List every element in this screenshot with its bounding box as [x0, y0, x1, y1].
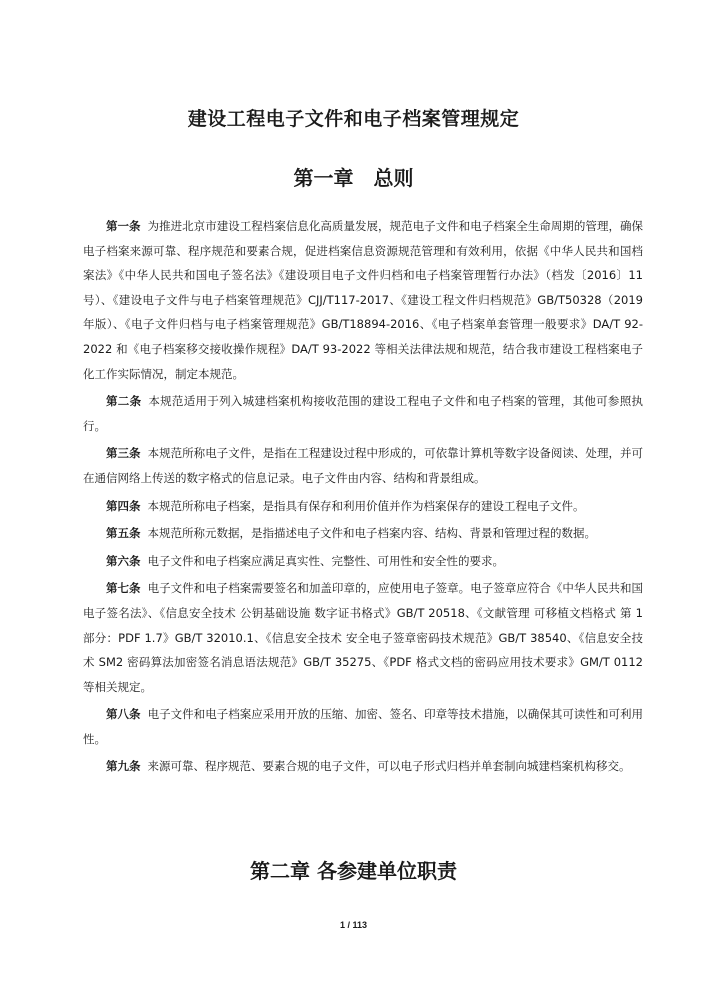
article-8: [83, 702, 643, 751]
article-number: 第六条: [106, 553, 141, 568]
article-2: [83, 389, 643, 438]
article-text: 来源可靠、程序规范、要素合规的电子文件，可以电子形式归档并单套制向城建档案机构移交。: [147, 759, 631, 774]
chapter-2-title: 第二章 各参建单位职责: [250, 859, 457, 883]
article-number: 第二条: [106, 394, 142, 409]
article-text: 本规范所称元数据，是指描述电子文件和电子档案内容、结构、背景和管理过程的数据。: [147, 526, 596, 541]
article-text: 本规范所称电子文件，是指在工程建设过程中形成的，可依靠计算机等数字设备阅读、处理，并可在通信网络上传送的数字格式的信息记录。电子文件由内容、结构和背景组成。: [83, 446, 644, 485]
document-title: 建设工程电子文件和电子档案管理规定: [187, 108, 520, 130]
article-9: [83, 754, 643, 779]
article-number: 第九条: [106, 759, 141, 774]
article-7: [83, 576, 643, 699]
article-1: [83, 214, 643, 386]
article-text: 电子文件和电子档案应满足真实性、完整性、可用性和安全性的要求。: [147, 553, 504, 568]
article-number: 第一条: [106, 219, 141, 233]
article-text: 本规范适用于列入城建档案机构接收范围的建设工程电子文件和电子档案的管理，其他可参照执行。: [83, 394, 644, 433]
article-6: [83, 549, 643, 574]
article-3: [83, 441, 643, 490]
article-text: 电子文件和电子档案应采用开放的压缩、加密、签名、印章等技术措施，以确保其可读性和可利用性。: [83, 707, 644, 746]
article-number: 第八条: [106, 707, 141, 722]
article-text: 本规范所称电子档案，是指具有保存和利用价值并作为档案保存的建设工程电子文件。: [147, 498, 585, 513]
page-number: 1 / 113: [339, 920, 368, 930]
article-4: [83, 494, 643, 519]
article-text: 为推进北京市建设工程档案信息化高质量发展，规范电子文件和电子档案全生命周期的管理，确保电子档案来源可靠、程序规范和要素合规，促进档案信息资源规范管理和有效利用，依据《中华人民共和国档案法》《中华人民共和国电子签名法》《建设项目电子文件归档和电子档案管理暂行办法》（档发〔2016〕11 号）、《建设电子文件与电子档案管理规范》CJJ/T117-2017、《建设工程文件归档规范》GB/T50328（2019 年版）、《电子文件归档与电子档案管理规范》GB/T18894-2016、《电子档案单套管理一般要求》DA/T 92-2022 和《电子档案移交接收操作规程》DA/T 93-2022 等相关法律法规和规范，结合我市建设工程档案电子化工作实际情况，制定本规范。: [83, 219, 644, 381]
articles-section: [83, 214, 643, 782]
article-text: 电子文件和电子档案需要签名和加盖印章的，应使用电子签章。电子签章应符合《中华人民共和国电子签名法》、《信息安全技术 公钥基础设施 数字证书格式》GB/T 20518、《文献管理 可移植文档格式 第 1 部分：PDF 1.7》GB/T 32010.1、《信息安全技术 安全电子签章密码技术规范》GB/T 38540、《信息安全技术 SM2 密码算法加密签名消息语法规范》GB/T 35275、《PDF 格式文档的密码应用技术要求》GM/T 0112 等相关规定。: [83, 581, 644, 694]
article-number: 第五条: [106, 526, 141, 541]
article-5: [83, 521, 643, 546]
article-number: 第四条: [106, 498, 141, 513]
article-number: 第七条: [106, 581, 141, 596]
article-number: 第三条: [106, 446, 141, 461]
chapter-1-title: 第一章 总则: [293, 166, 414, 190]
